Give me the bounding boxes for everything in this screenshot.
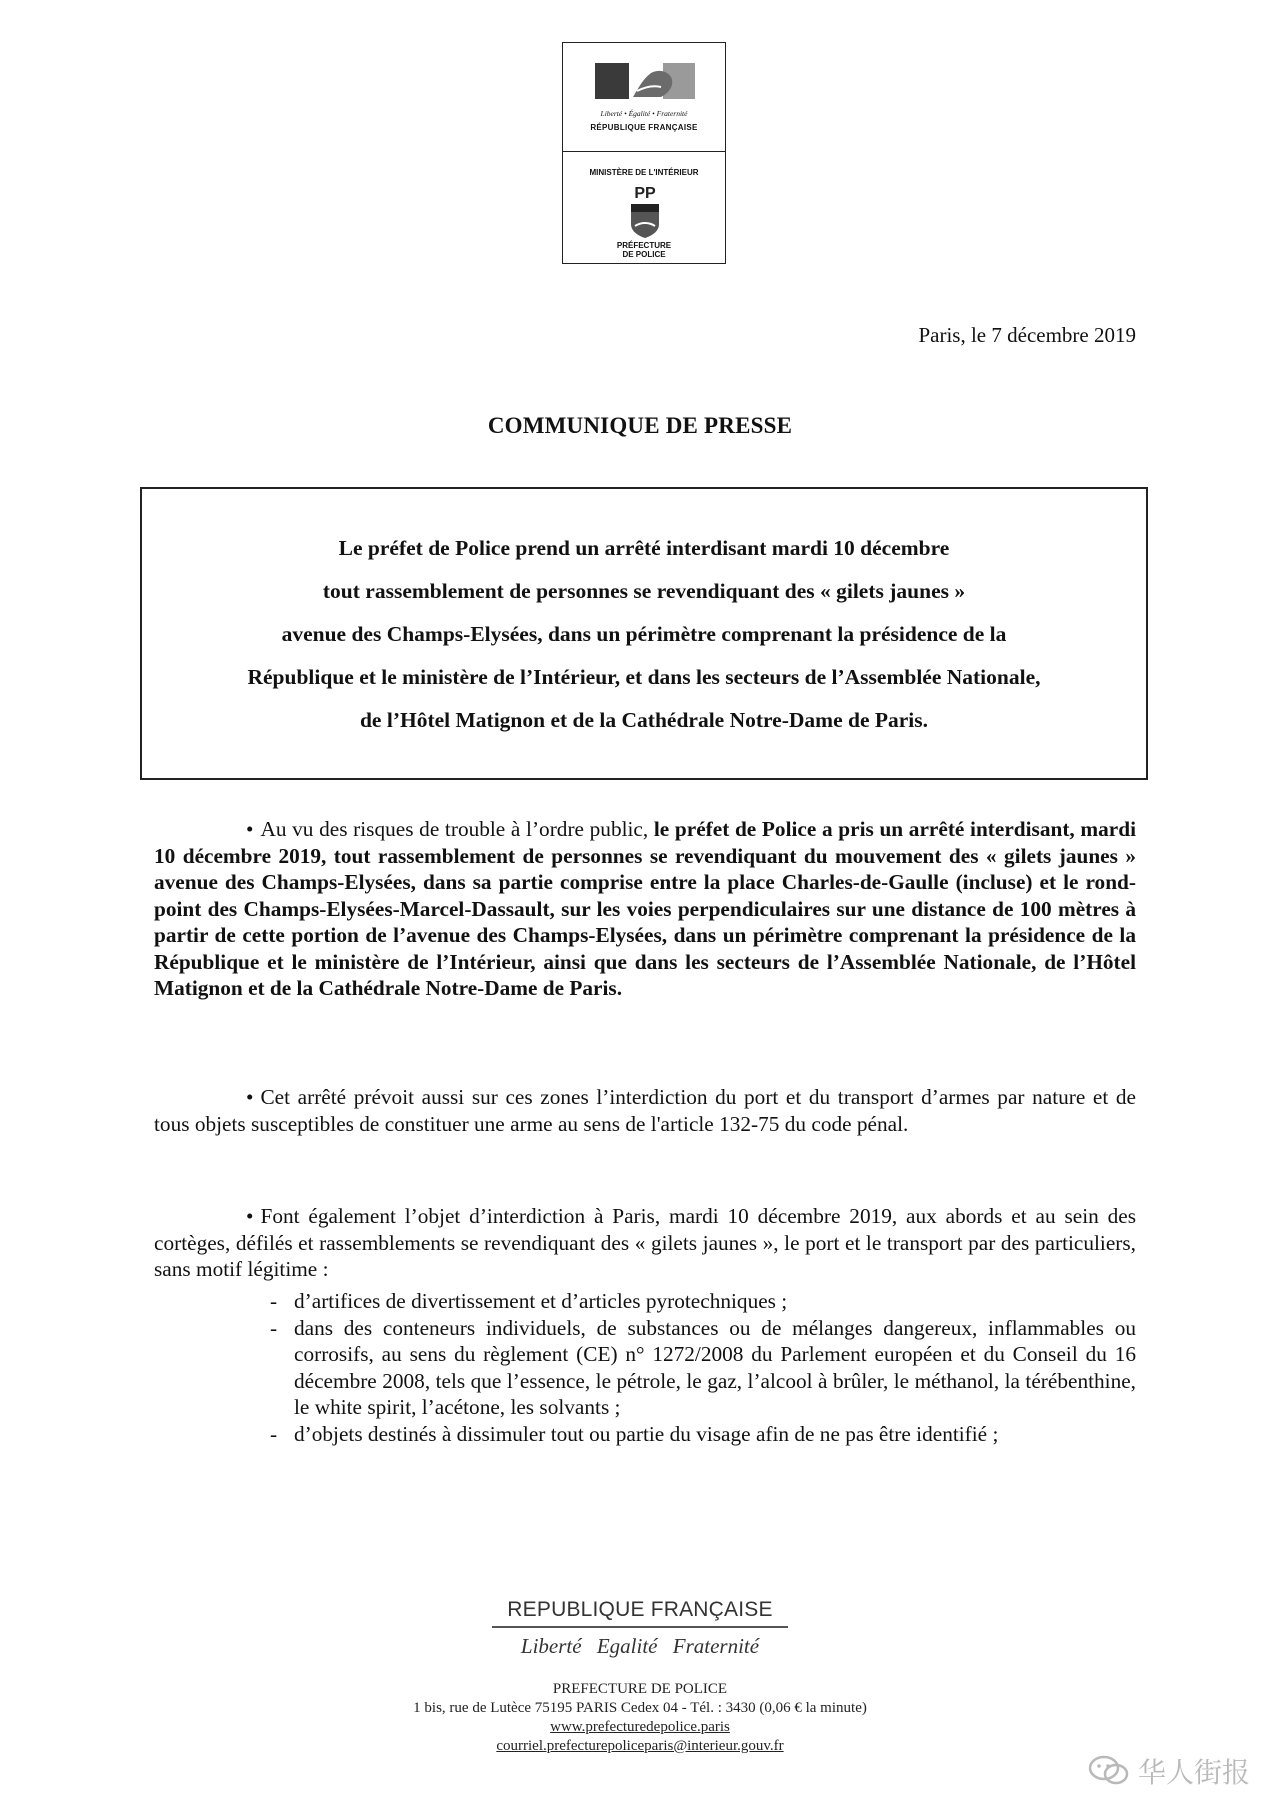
paragraph-3 bbox=[154, 1203, 1136, 1283]
summary-text: Le préfet de Police prend un arrêté interdisant mardi 10 décembre tout rassemblement de personnes se revendiquant des « gilets jaunes » avenue des Champs-Elysées, dans un périmètre comprenant la présidence de la République et le ministère de l’Intérieur, et dans les secteurs de l’Assemblée Nationale, de l’Hôtel Matignon et de la Cathédrale Notre-Dame de Paris. bbox=[247, 536, 1041, 732]
document-date: Paris, le 7 décembre 2019 bbox=[918, 323, 1136, 347]
paragraph-1 bbox=[154, 816, 1136, 1002]
bullet-icon: • bbox=[246, 817, 254, 841]
list-item bbox=[270, 1288, 1136, 1315]
footer-divider bbox=[492, 1626, 788, 1628]
svg-text:PP: PP bbox=[634, 185, 656, 202]
marianne-block bbox=[563, 43, 725, 152]
footer-email-link[interactable]: courriel.prefecturepoliceparis@interieur.gouv.fr bbox=[496, 1737, 784, 1754]
footer-address: 1 bis, rue de Lutèce 75195 PARIS Cedex 04 - Tél. : 3430 (0,06 € la minute) bbox=[413, 1699, 867, 1716]
logo-ministry: MINISTÈRE DE L'INTÉRIEUR bbox=[589, 168, 699, 177]
logo-republic: RÉPUBLIQUE FRANÇAISE bbox=[590, 123, 698, 132]
watermark bbox=[1088, 1751, 1250, 1791]
marianne-icon bbox=[591, 57, 699, 105]
paragraph-3-text: Font également l’objet d’interdiction à Paris, mardi 10 décembre 2019, aux abords et au sein des cortèges, défilés et rassemblements se revendiquant des « gilets jaunes », le port et le transport par des particuliers, sans motif légitime : bbox=[154, 1204, 1136, 1281]
logo-motto: Liberté • Égalité • Fraternité bbox=[600, 109, 688, 118]
paragraph-2 bbox=[154, 1084, 1136, 1137]
ministry-block bbox=[563, 152, 725, 264]
watermark-text: 华人街报 bbox=[1137, 1756, 1250, 1789]
footer bbox=[0, 1598, 1280, 1755]
list-item-text: d’objets destinés à dissimuler tout ou partie du visage afin de ne pas être identifié ; bbox=[294, 1421, 999, 1446]
footer-prefecture: PREFECTURE DE POLICE bbox=[552, 1680, 728, 1697]
dash-icon: - bbox=[270, 1421, 278, 1446]
bullet-icon: • bbox=[246, 1085, 254, 1109]
list-item-text: dans des conteneurs individuels, de substances ou de mélanges dangereux, inflammables ou corrosifs, au sens du règlement (CE) n° 1272/2008 du Parlement européen et du Conseil du 16 décembre 2008, tels que l’essence, le pétrole, le gaz, l’alcool à brûler, le méthanol, la térébenthine, le white spirit, l’acétone, les solvants ; bbox=[294, 1315, 1136, 1419]
logo-prefecture-line2: DE POLICE bbox=[622, 250, 666, 259]
logo-prefecture bbox=[563, 241, 725, 259]
list-item bbox=[270, 1421, 1136, 1448]
logo-prefecture-line1: PRÉFECTURE bbox=[616, 241, 672, 250]
prefecture-logo bbox=[562, 42, 726, 264]
dash-icon: - bbox=[270, 1315, 278, 1340]
police-crest-icon bbox=[625, 182, 665, 240]
paragraph-1-bold: le préfet de Police a pris un arrêté interdisant, mardi 10 décembre 2019, tout rassemblement de personnes se revendiquant du mouvement des « gilets jaunes » avenue des Champs-Elysées, dans sa partie comprise entre la place Charles-de-Gaulle (incluse) et le rond-point des Champs-Elysées-Marcel-Dassault, sur les voies perpendiculaires sur une distance de 100 mètres à partir de cette portion de l’avenue des Champs-Elysées, dans un périmètre comprenant la présidence de la République et le ministère de l’Intérieur, ainsi que dans les secteurs de l’Assemblée Nationale, de l’Hôtel Matignon et de la Cathédrale Notre-Dame de Paris. bbox=[154, 817, 1137, 1000]
list-item bbox=[270, 1315, 1136, 1421]
footer-motto: Liberté Egalité Fraternité bbox=[520, 1633, 760, 1658]
dash-icon: - bbox=[270, 1289, 278, 1313]
paragraph-2-text: Cet arrêté prévoit aussi sur ces zones l’interdiction du port et du transport d’armes par nature et de tous objets susceptibles de constituer une arme au sens de l'article 132-75 du code pénal. bbox=[154, 1085, 1136, 1136]
prohibited-items-list bbox=[270, 1288, 1136, 1447]
footer-website-link[interactable]: www.prefecturedepolice.paris bbox=[550, 1718, 730, 1735]
paragraph-1-lead: Au vu des risques de trouble à l’ordre public, bbox=[260, 817, 654, 841]
footer-republic: REPUBLIQUE FRANÇAISE bbox=[507, 1598, 773, 1621]
page-title: COMMUNIQUE DE PRESSE bbox=[487, 413, 793, 438]
bullet-icon: • bbox=[246, 1204, 254, 1228]
summary-box bbox=[140, 487, 1148, 780]
list-item-text: d’artifices de divertissement et d’articles pyrotechniques ; bbox=[294, 1289, 788, 1313]
chat-icon bbox=[1088, 1754, 1130, 1788]
